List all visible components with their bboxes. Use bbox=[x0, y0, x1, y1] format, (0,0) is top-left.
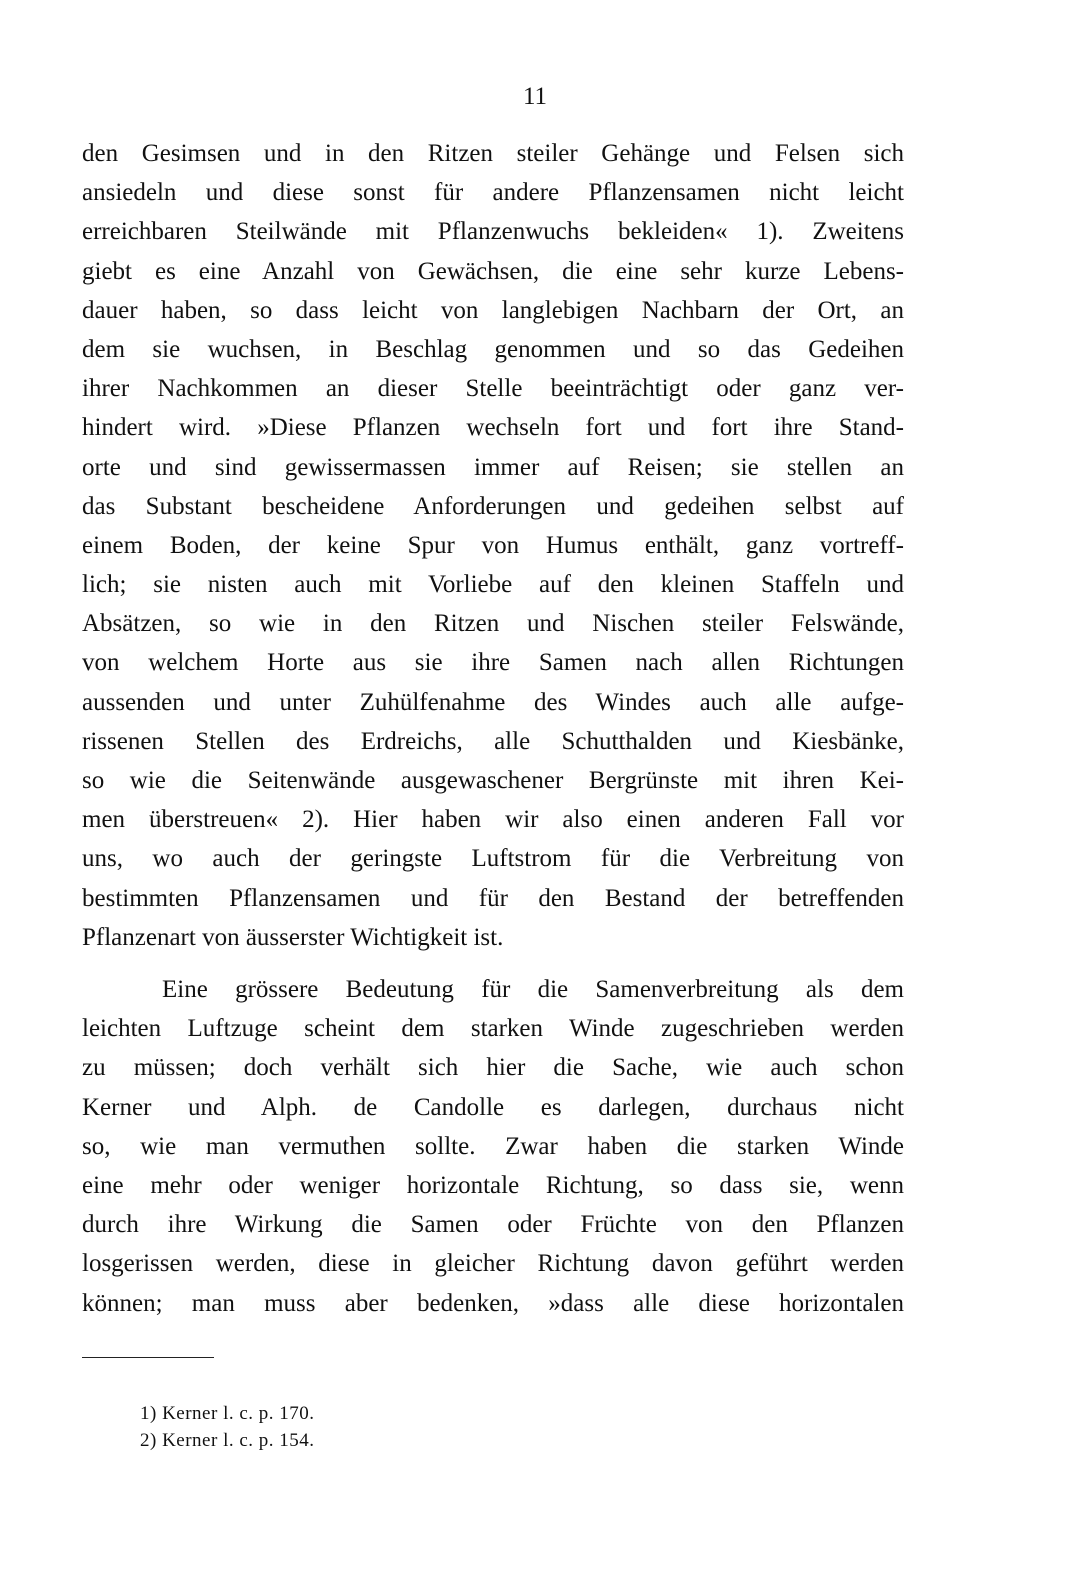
text-line: hindert wird. »Diese Pflanzen wechseln fort und fort ihre Stand- bbox=[82, 414, 904, 442]
footnotes bbox=[140, 1400, 315, 1454]
paragraph-1 bbox=[82, 134, 904, 957]
page-number: 11 bbox=[522, 83, 548, 110]
text-line: lich; sie nisten auch mit Vorliebe auf den kleinen Staffeln und bbox=[82, 571, 904, 599]
text-line: eine mehr oder weniger horizontale Richtung, so dass sie, wenn bbox=[82, 1171, 904, 1199]
text-line: können; man muss aber bedenken, »dass alle diese horizontalen bbox=[82, 1289, 904, 1317]
text-line: dauer haben, so dass leicht von langlebigen Nachbarn der Ort, an bbox=[82, 296, 904, 324]
text-line: so, wie man vermuthen sollte. Zwar haben die starken Winde bbox=[82, 1132, 904, 1160]
footnote-1: 1) Kerner l. c. p. 170. bbox=[140, 1403, 315, 1424]
text-line: Kerner und Alph. de Candolle es darlegen, durchaus nicht bbox=[82, 1093, 904, 1121]
text-line: von welchem Horte aus sie ihre Samen nach allen Richtungen bbox=[82, 649, 904, 677]
text-line: bestimmten Pflanzensamen und für den Bestand der betreffenden bbox=[82, 884, 904, 912]
text-line: giebt es eine Anzahl von Gewächsen, die eine sehr kurze Lebens- bbox=[82, 257, 904, 285]
text-line: Pflanzenart von äusserster Wichtigkeit ist. bbox=[82, 923, 504, 951]
text-line: rissenen Stellen des Erdreichs, alle Schutthalden und Kiesbänke, bbox=[82, 727, 904, 755]
text-line: dem sie wuchsen, in Beschlag genommen und so das Gedeihen bbox=[82, 335, 904, 363]
text-line: losgerissen werden, diese in gleicher Richtung davon geführt werden bbox=[82, 1250, 904, 1278]
text-line: uns, wo auch der geringste Luftstrom für die Verbreitung von bbox=[82, 845, 904, 873]
text-line: ihrer Nachkommen an dieser Stelle beeinträchtigt oder ganz ver- bbox=[82, 375, 904, 403]
text-line: das Substant bescheidene Anforderungen und gedeihen selbst auf bbox=[82, 492, 904, 520]
text-line: durch ihre Wirkung die Samen oder Früchte von den Pflanzen bbox=[82, 1211, 904, 1239]
text-line: so wie die Seitenwände ausgewaschener Bergrünste mit ihren Kei- bbox=[82, 767, 904, 794]
footnote-divider bbox=[82, 1357, 214, 1358]
text-line: men überstreuen« 2). Hier haben wir also einen anderen Fall vor bbox=[82, 806, 904, 834]
text-line: Absätzen, so wie in den Ritzen und Nischen steiler Felswände, bbox=[82, 610, 904, 638]
text-line: leichten Luftzuge scheint dem starken Winde zugeschrieben werden bbox=[82, 1015, 904, 1043]
text-line: den Gesimsen und in den Ritzen steiler Gehänge und Felsen sich bbox=[82, 140, 904, 167]
text-line: Eine grössere Bedeutung für die Samenverbreitung als dem bbox=[162, 976, 904, 1003]
text-line: einem Boden, der keine Spur von Humus enthält, ganz vortreff- bbox=[82, 531, 904, 559]
text-line: ansiedeln und diese sonst für andere Pflanzensamen nicht leicht bbox=[82, 179, 904, 207]
text-line: aussenden und unter Zuhülfenahme des Windes auch alle aufge- bbox=[82, 688, 904, 716]
text-line: zu müssen; doch verhält sich hier die Sache, wie auch schon bbox=[82, 1054, 904, 1082]
text-line: erreichbaren Steilwände mit Pflanzenwuchs bekleiden« 1). Zweitens bbox=[82, 218, 904, 246]
text-line: orte und sind gewissermassen immer auf Reisen; sie stellen an bbox=[82, 453, 904, 481]
footnote-2: 2) Kerner l. c. p. 154. bbox=[140, 1430, 315, 1451]
paragraph-2 bbox=[82, 970, 904, 1323]
